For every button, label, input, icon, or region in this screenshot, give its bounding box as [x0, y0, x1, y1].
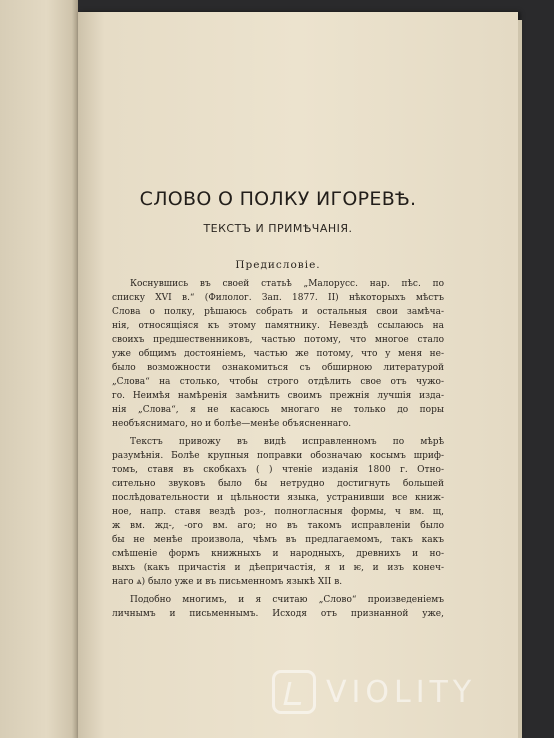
text-line: нія „Слова“, я не касаюсь многаго не только до поры [112, 405, 444, 415]
text-line: бы не менѣе произвола, чѣмъ въ предлагаемомъ, такъ какъ [112, 535, 444, 545]
page-content [112, 188, 444, 625]
paragraph-3 [112, 593, 444, 621]
text-line: послѣдовательности и цѣльности языка, устранивши все книж- [112, 493, 444, 503]
page-edge [518, 20, 522, 738]
text-line: разумѣнія. Болѣе крупныя поправки обозначаю косымъ шриф- [112, 451, 444, 461]
text-line: списку XVI в.“ (Филолог. Зап. 1877. II) нѣкоторыхъ мѣстъ [112, 293, 444, 303]
text-line: Текстъ привожу въ видѣ исправленномъ по мѣрѣ [130, 437, 444, 447]
violity-logo-icon [272, 670, 316, 714]
text-line: Слова о полку, рѣшаюсь собрать и остальныя свои замѣча- [112, 307, 444, 317]
left-page [0, 0, 78, 738]
text-line: „Слова“ на столько, чтобы строго отдѣлить свое отъ чужо- [112, 377, 444, 387]
text-line: смѣшеніе формъ книжныхъ и народныхъ, древнихъ и но- [112, 549, 444, 559]
section-heading: Предисловіе. [235, 259, 321, 271]
text-line: личнымъ и письменнымъ. Исходя отъ признанной уже, [112, 609, 444, 619]
text-line: своихъ предшественниковъ, частью потому, что многое стало [112, 335, 444, 345]
paragraph-2 [112, 435, 444, 589]
document-title: СЛОВО О ПОЛКУ ИГОРЕВѢ. [139, 188, 417, 210]
text-line: уже общимъ достояніемъ, частью же потому, что у меня не- [112, 349, 444, 359]
text-line: нія, относящіяся къ этому памятнику. Невездѣ ссылаюсь на [112, 321, 444, 331]
text-line: ное, напр. ставя вездѣ роз-, полногласныя формы, ч вм. щ, [112, 507, 444, 517]
watermark-text: VIOLITY [326, 674, 477, 710]
text-line: ж вм. жд-, -ого вм. аго; но въ такомъ исправленіи было [112, 521, 444, 531]
text-line: го. Неимѣя намѣренія замѣнить своимъ прежнія лучшія изда- [112, 391, 444, 401]
text-line: сительно звуковъ было бы нетрудно достигнуть большей [112, 479, 444, 489]
text-line: наго ѧ) было уже и въ письменномъ языкѣ XII в. [112, 577, 343, 587]
text-line: было возможности ознакомиться съ обширною литературой [112, 363, 444, 373]
watermark [272, 668, 476, 716]
text-line: Коснувшись въ своей статьѣ „Малорусс. нар. пѣс. по [130, 279, 444, 289]
text-line: Подобно многимъ, и я считаю „Слово“ произведеніемъ [130, 595, 444, 605]
document-subtitle: ТЕКСТЪ И ПРИМѢЧАНІЯ. [203, 222, 353, 235]
text-line: необъяснимаго, но и болѣе—менѣе объясненнаго. [112, 419, 352, 429]
paragraph-1 [112, 277, 444, 431]
text-line: выхъ (какъ причастія и дѣепричастія, я и ѥ, и изъ конеч- [112, 563, 444, 573]
text-line: томъ, ставя въ скобкахъ ( ) чтеніе изданія 1800 г. Отно- [112, 465, 444, 475]
